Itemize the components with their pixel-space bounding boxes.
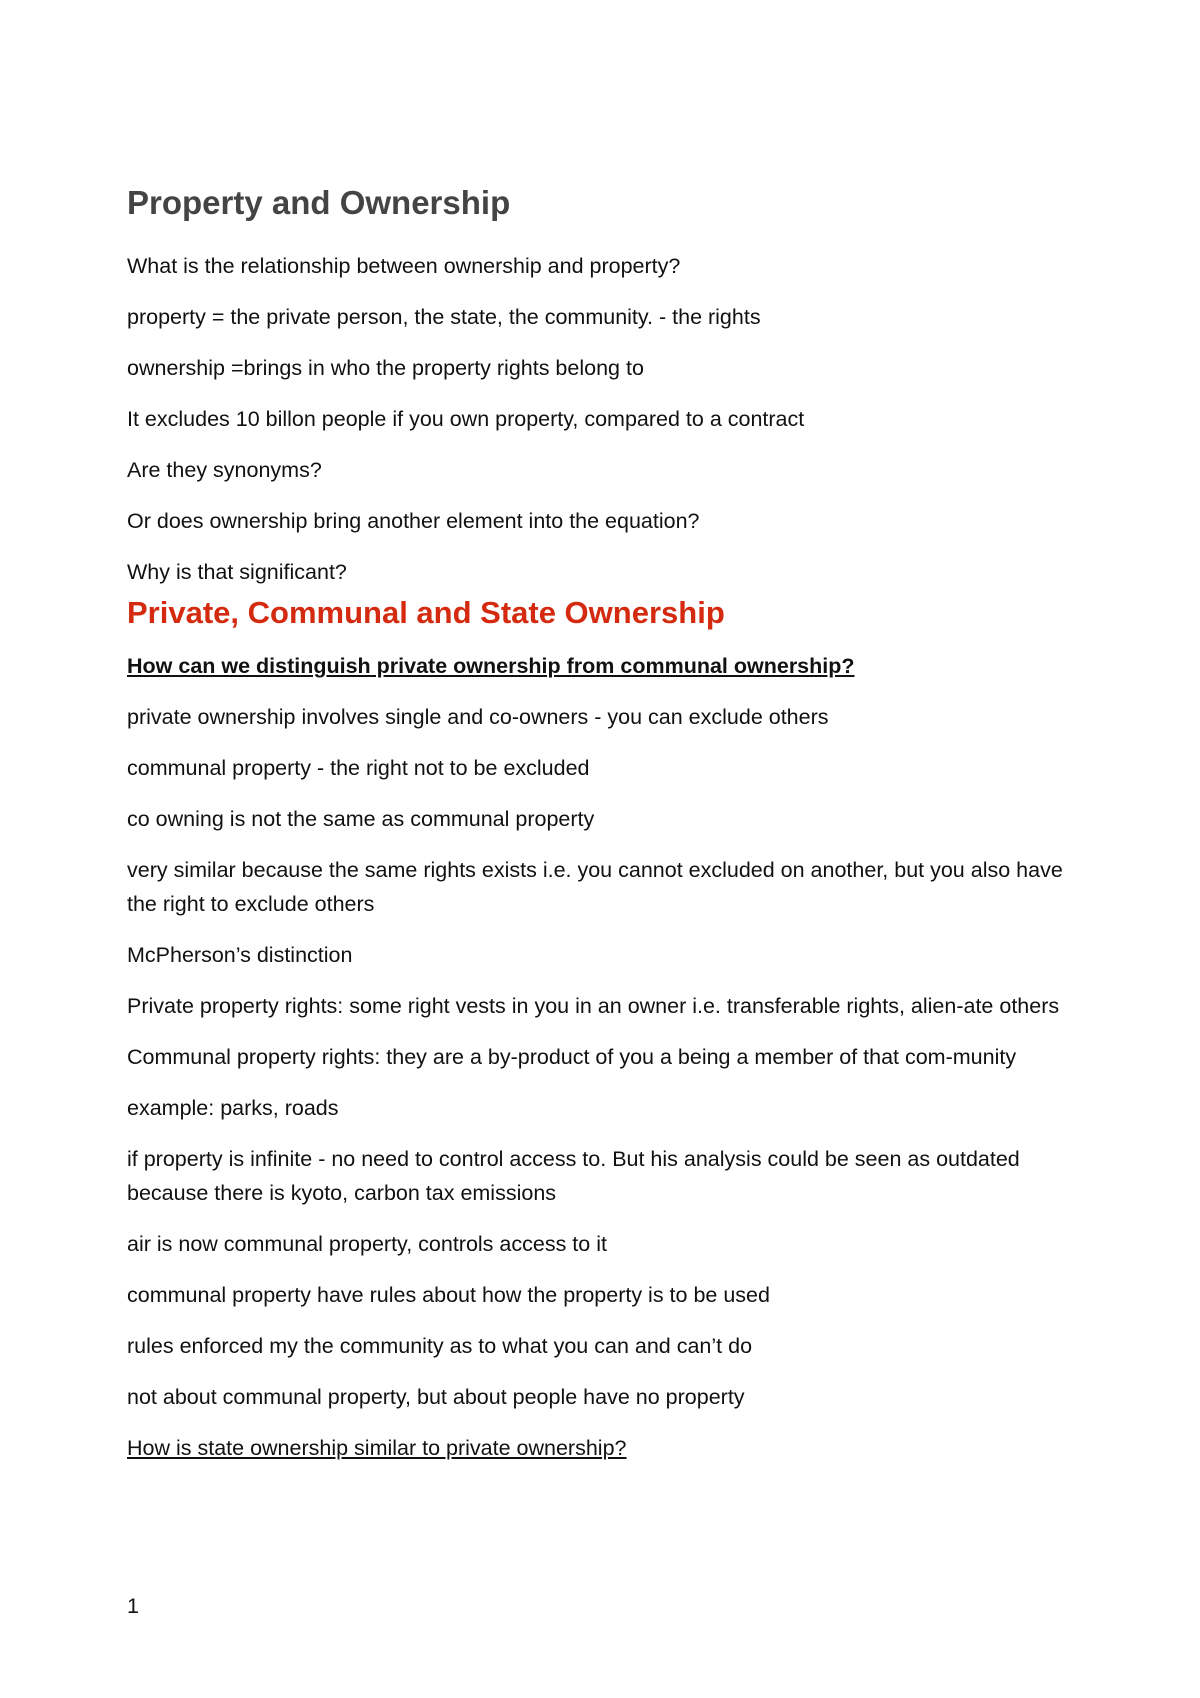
section-paragraph: if property is infinite - no need to control access to. But his analysis could be seen as outdated because there is kyoto, carbon tax emissions xyxy=(127,1147,1020,1205)
page-title: Property and Ownership xyxy=(127,184,511,221)
section-paragraph: Communal property rights: they are a by-product of you a being a member of that com-munity xyxy=(127,1045,1017,1069)
section-paragraph: McPherson’s distinction xyxy=(127,943,353,967)
intro-paragraph: property = the private person, the state, the community. - the rights xyxy=(127,305,761,329)
section-paragraph: communal property have rules about how the property is to be used xyxy=(127,1283,770,1307)
intro-paragraph: ownership =brings in who the property rights belong to xyxy=(127,356,644,380)
section-paragraph: very similar because the same rights exists i.e. you cannot excluded on another, but you also have the right to exclude others xyxy=(127,858,1063,916)
document-content xyxy=(127,183,1087,1482)
section-paragraph: communal property - the right not to be excluded xyxy=(127,756,590,780)
section-paragraph: air is now communal property, controls access to it xyxy=(127,1232,607,1256)
section-heading: Private, Communal and State Ownership xyxy=(127,595,725,630)
section-paragraph: co owning is not the same as communal property xyxy=(127,807,595,831)
section-paragraph: private ownership involves single and co-owners - you can exclude others xyxy=(127,705,829,729)
intro-paragraph: What is the relationship between ownership and property? xyxy=(127,254,681,278)
intro-paragraph: Are they synonyms? xyxy=(127,458,322,482)
section-paragraph: rules enforced my the community as to what you can and can’t do xyxy=(127,1334,753,1358)
intro-paragraph: Why is that significant? xyxy=(127,560,347,584)
section-paragraph: not about communal property, but about people have no property xyxy=(127,1385,745,1409)
intro-paragraph: Or does ownership bring another element into the equation? xyxy=(127,509,700,533)
page-number: 1 xyxy=(127,1594,139,1618)
section-question: How can we distinguish private ownership from communal ownership? xyxy=(127,654,855,678)
section-paragraph: Private property rights: some right vests in you in an owner i.e. transferable rights, alien-ate others xyxy=(127,994,1060,1018)
final-question: How is state ownership similar to private ownership? xyxy=(127,1436,627,1460)
section-paragraph: example: parks, roads xyxy=(127,1096,339,1120)
intro-paragraph: It excludes 10 billon people if you own property, compared to a contract xyxy=(127,407,805,431)
